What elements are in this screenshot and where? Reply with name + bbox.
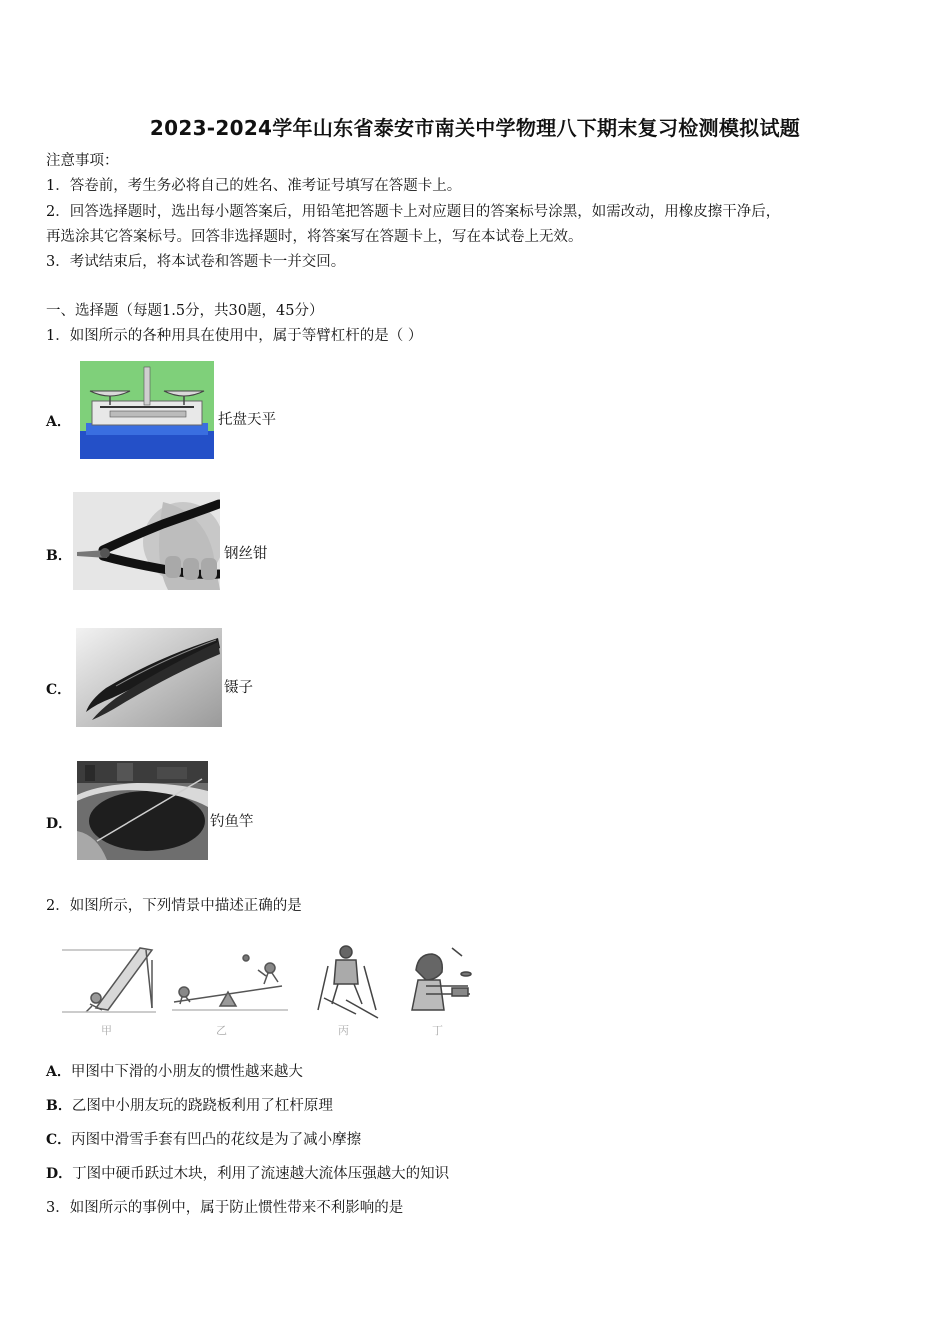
q2-option-a-text: 甲图中下滑的小朋友的惯性越来越大 [70,1064,303,1080]
q2-caption-yi: 乙 [216,1024,227,1037]
notice-item-2-cont: 再选涂其它答案标号。回答非选择题时，将答案写在答题卡上，写在本试卷上无效。 [46,229,583,245]
section-heading: 一、选择题（每题1.5分，共30题，45分） [46,303,324,319]
q1-option-c-label: 镊子 [224,680,253,696]
q2-option-a [46,1063,303,1081]
notice-item-1: 1．答卷前，考生务必将自己的姓名、准考证号填写在答题卡上。 [46,178,462,194]
q2-option-d [46,1165,449,1183]
q1-stem: 1．如图所示的各种用具在使用中，属于等臂杠杆的是（ ） [46,328,423,344]
q2-option-d-letter: D． [46,1166,73,1182]
q2-option-b-letter: B． [46,1098,72,1114]
q1-option-d-letter: D． [46,816,73,832]
q2-option-d-text: 丁图中硬币跃过木块，利用了流速越大流体压强越大的知识 [72,1166,450,1182]
q2-scenes-figure [56,940,476,1036]
q2-stem: 2．如图所示，下列情景中描述正确的是 [46,898,302,914]
notice-heading: 注意事项： [46,153,119,169]
q1-option-d-label: 钓鱼竿 [210,814,254,830]
q2-caption-bing: 丙 [338,1024,349,1037]
q1-option-a-letter: A． [46,414,71,430]
q1-option-a-label: 托盘天平 [218,412,276,428]
q2-option-c [46,1131,361,1149]
q2-option-c-text: 丙图中滑雪手套有凹凸的花纹是为了减小摩擦 [71,1132,362,1148]
q2-option-b-text: 乙图中小朋友玩的跷跷板利用了杠杆原理 [71,1098,333,1114]
balance-scale-image [80,361,214,459]
q2-option-a-letter: A． [46,1064,71,1080]
page-title: 2023-2024学年山东省泰安市南关中学物理八下期末复习检测模拟试题 [149,116,801,140]
q2-option-b [46,1097,333,1115]
q2-caption-ding: 丁 [432,1024,443,1037]
q3-stem: 3．如图所示的事例中，属于防止惯性带来不利影响的是 [46,1200,404,1216]
notice-item-2: 2．回答选择题时，选出每小题答案后，用铅笔把答题卡上对应题目的答案标号涂黑，如需改动，用橡皮擦干净后， [46,204,781,220]
tweezers-image [76,628,222,727]
q1-option-c-letter: C． [46,682,72,698]
notice-item-3: 3．考试结束后，将本试卷和答题卡一并交回。 [46,254,346,270]
fishing-rod-image [77,761,208,860]
q1-option-b-label: 钢丝钳 [224,546,268,562]
q2-option-c-letter: C． [46,1132,72,1148]
pliers-image [73,492,220,590]
q2-caption-jia: 甲 [101,1024,112,1037]
q1-option-b-letter: B． [46,548,72,564]
